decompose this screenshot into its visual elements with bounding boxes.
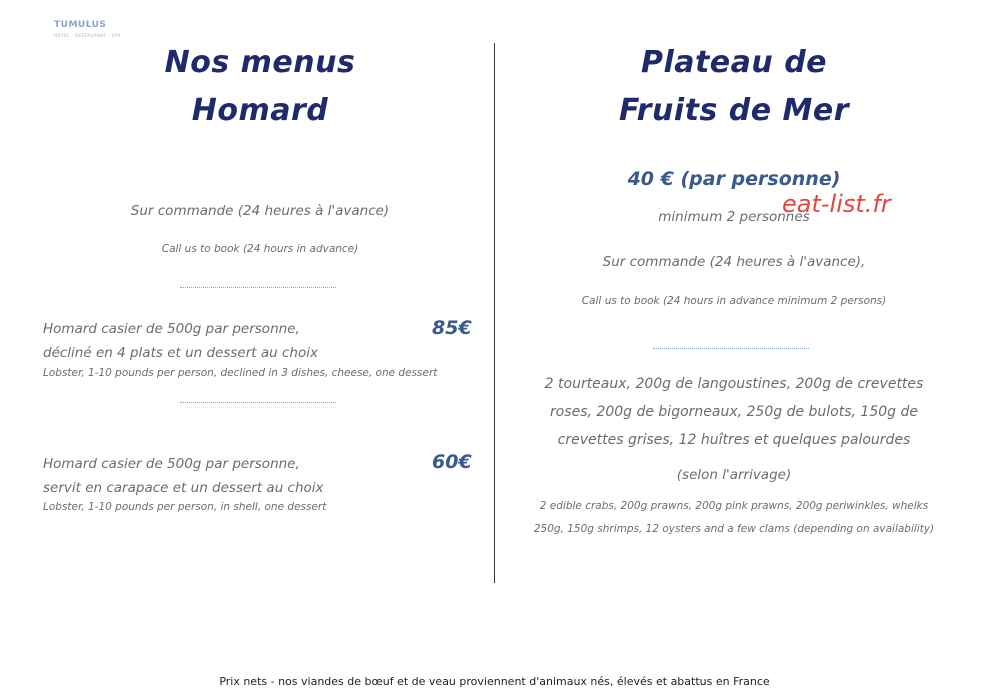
right-title-line1: Plateau de [640, 45, 828, 80]
menu-item-2-line2: servit en carapace et un dessert au choix [43, 480, 324, 496]
column-divider [494, 43, 495, 583]
menu-item-2-line1: Homard casier de 500g par personne, [43, 456, 300, 472]
watermark: eat-list.fr [782, 190, 891, 218]
right-desc-line3: crevettes grises, 12 huîtres et quelques palourdes [557, 432, 911, 448]
logo-tagline: HOTEL · RESTAURANT · SPA [54, 33, 121, 38]
right-minimum: minimum 2 personnes [658, 209, 810, 225]
right-price: 40 € (par personne) [627, 168, 841, 190]
right-title-line2: Fruits de Mer [618, 93, 850, 128]
menu-item-2-price: 60€ [432, 451, 472, 473]
left-order-en: Call us to book (24 hours in advance) [161, 243, 359, 255]
left-separator-2 [180, 402, 336, 403]
right-separator [653, 348, 809, 349]
menu-item-2-en: Lobster, 1-10 pounds per person, in shell, one dessert [43, 501, 327, 513]
right-order-fr: Sur commande (24 heures à l'avance), [602, 254, 866, 270]
left-title-line1: Nos menus [164, 45, 356, 80]
menu-item-1-line1: Homard casier de 500g par personne, [43, 321, 300, 337]
left-separator-1 [180, 287, 336, 288]
logo-name: TUMULUS [54, 20, 107, 30]
right-desc-line2: roses, 200g de bigorneaux, 250g de bulots, 150g de [549, 404, 918, 420]
menu-item-1-price: 85€ [432, 317, 472, 339]
right-order-en: Call us to book (24 hours in advance minimum 2 persons) [581, 295, 887, 307]
footer-note: Prix nets - nos viandes de bœuf et de veau proviennent d'animaux nés, élevés et abattus en France [219, 675, 770, 688]
menu-item-1-line2: décliné en 4 plats et un dessert au choix [43, 345, 318, 361]
right-en-line1: 2 edible crabs, 200g prawns, 200g pink prawns, 200g periwinkles, whelks [539, 500, 929, 512]
right-desc-line1: 2 tourteaux, 200g de langoustines, 200g de crevettes [544, 376, 924, 392]
right-arrival: (selon l'arrivage) [676, 467, 792, 483]
menu-item-1-en: Lobster, 1-10 pounds per person, declined in 3 dishes, cheese, one dessert [43, 367, 438, 379]
logo [40, 10, 130, 40]
left-order-fr: Sur commande (24 heures à l'avance) [130, 203, 390, 219]
left-title-line2: Homard [191, 93, 329, 128]
right-en-line2: 250g, 150g shrimps, 12 oysters and a few clams (depending on availability) [533, 523, 935, 535]
